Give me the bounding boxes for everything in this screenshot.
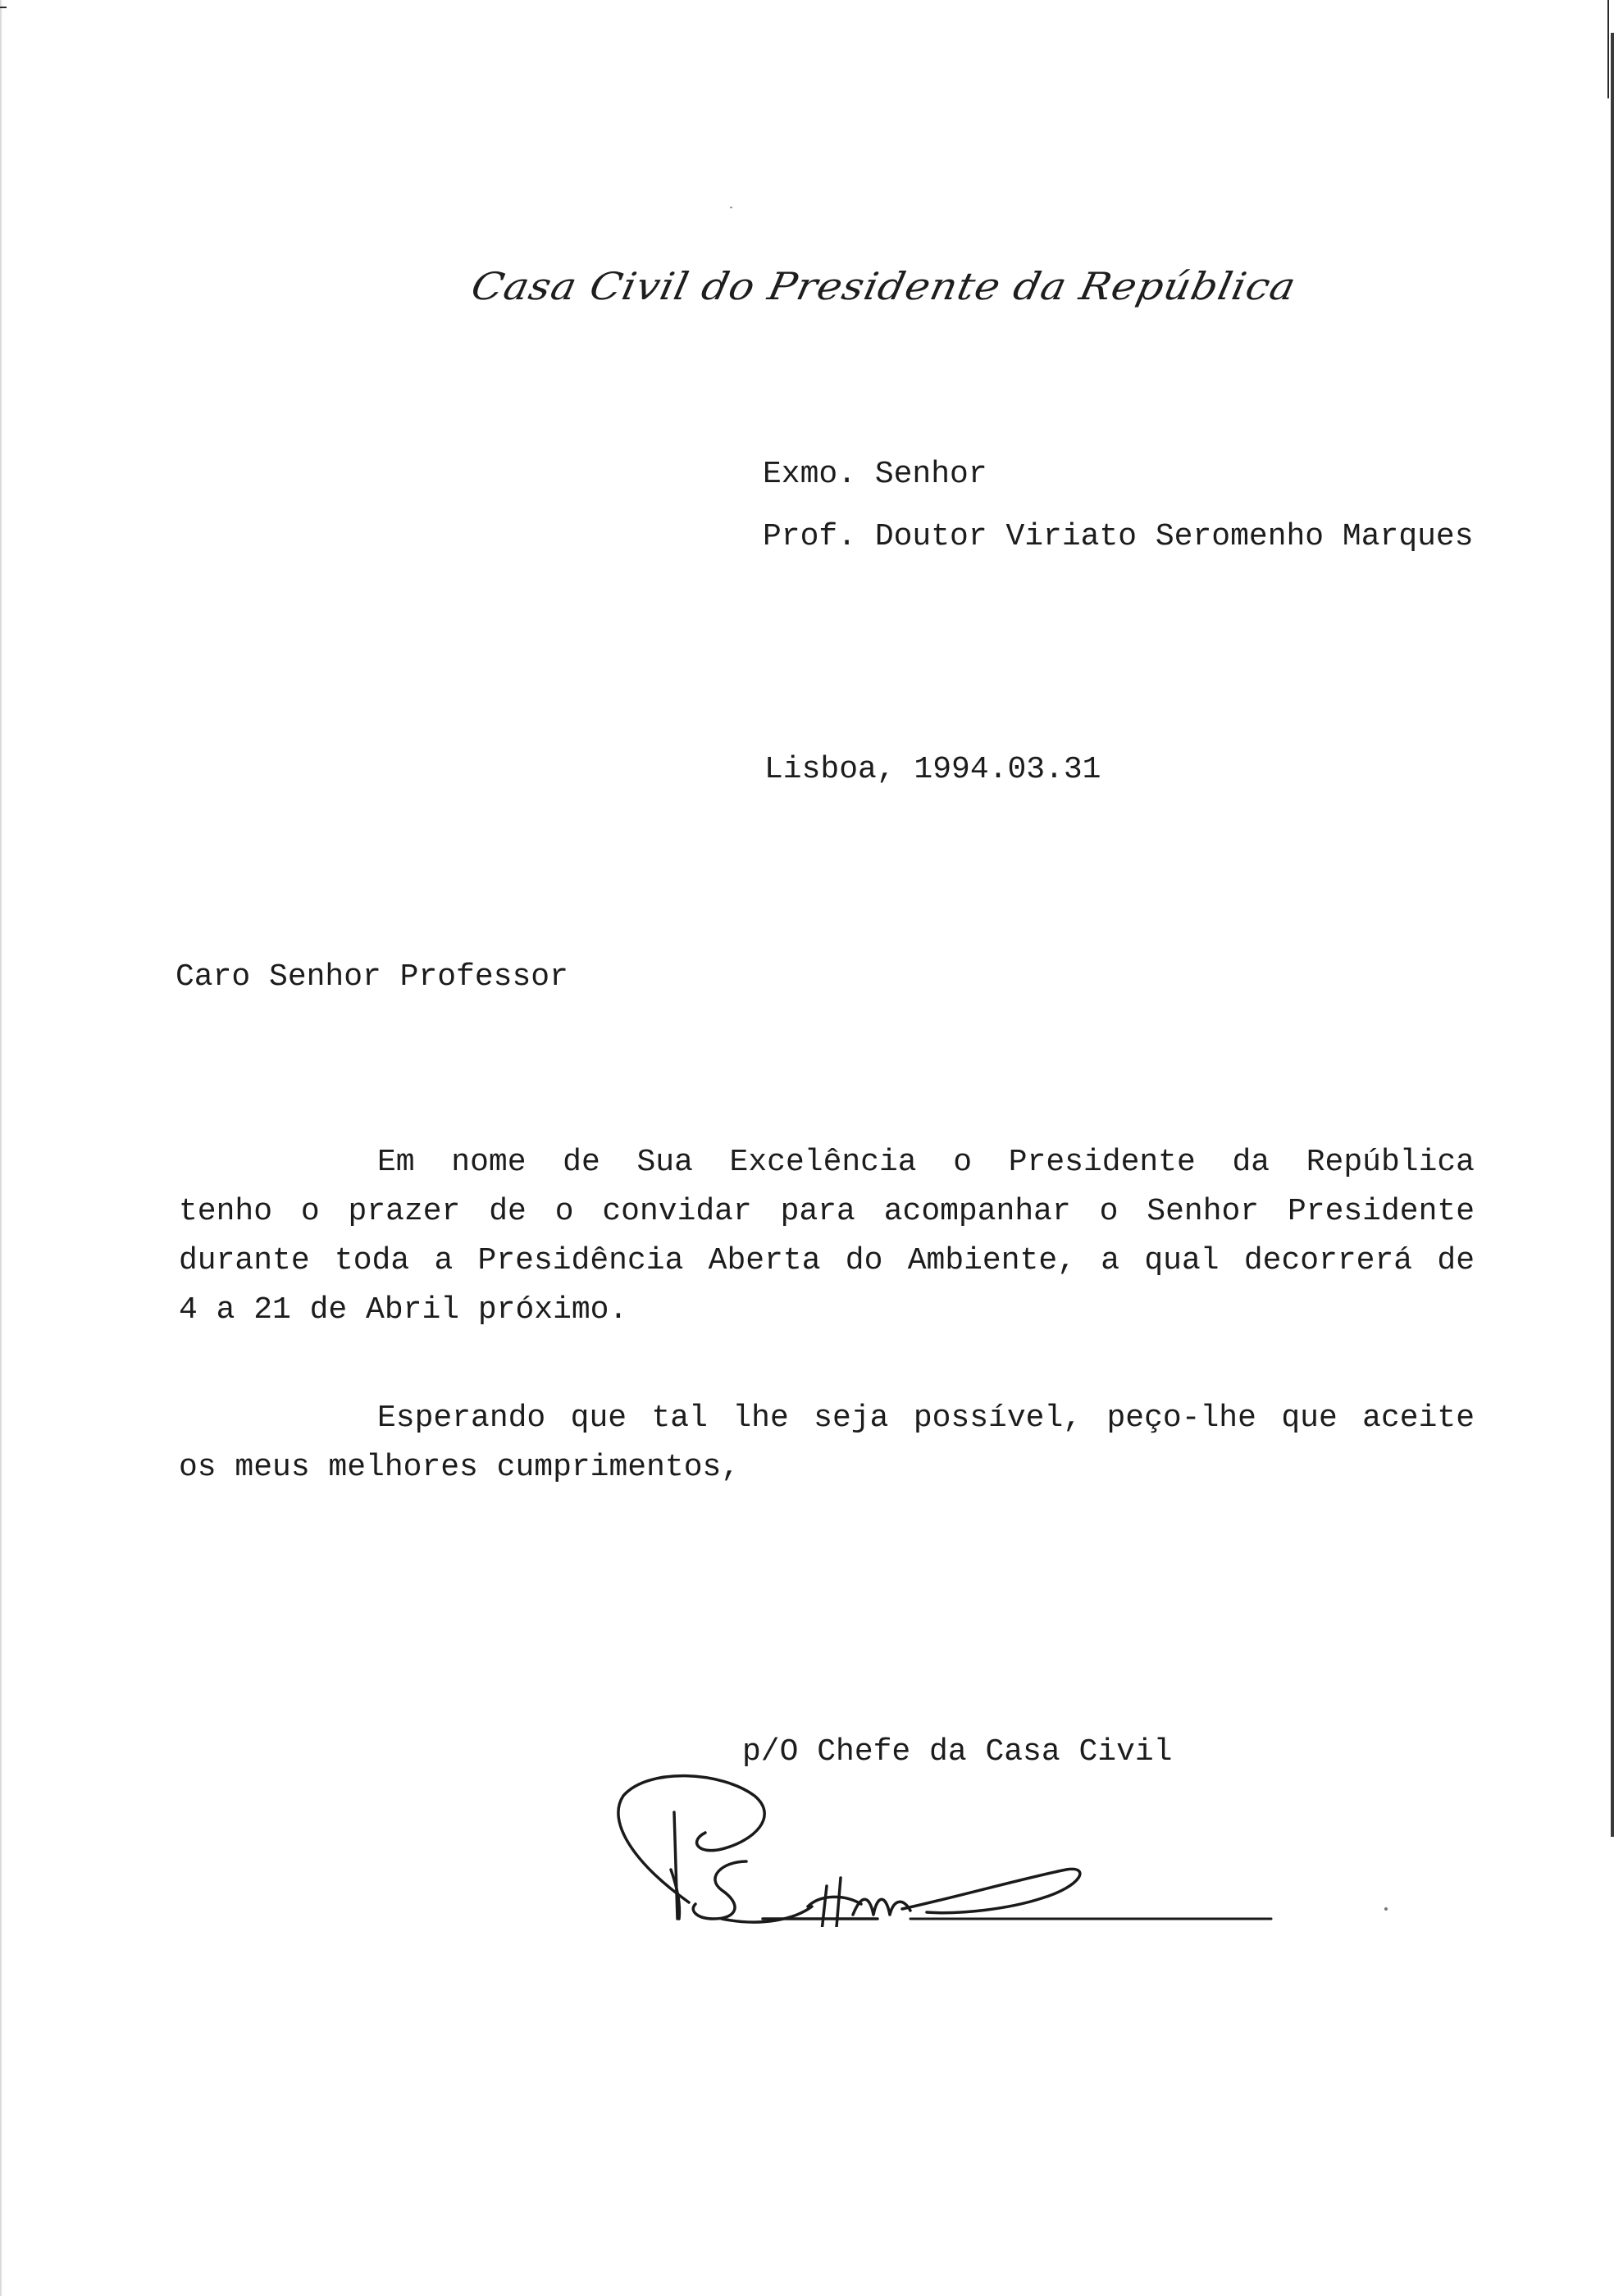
letterhead-title: Casa Civil do Presidente da República [467,264,1301,308]
scan-edge-left [0,0,2,2296]
scan-edge-right-top [1607,0,1609,98]
recipient-name-line: Prof. Doutor Viriato Seromenho Marques [763,519,1474,554]
scan-mark [0,7,7,8]
date-line: Lisboa, 1994.03.31 [764,752,1101,787]
body-paragraph-2 [179,1394,1475,1492]
signoff-prefix: p/ [742,1734,780,1770]
recipient-salutation-line: Exmo. Senhor [763,457,987,492]
scan-speck [730,207,732,208]
handwritten-signature [599,1763,1288,1927]
body-line: durante toda a Presidência Aberta do Ambiente, a qual decorrerá de [179,1243,1475,1278]
body-paragraph-1 [179,1138,1475,1335]
scan-edge-right [1611,33,1614,1837]
signoff-title: O Chefe da Casa Civil [779,1734,1173,1770]
body-line: Esperando que tal lhe seja possível, peço-lhe que aceite [377,1401,1475,1436]
body-line: os meus melhores cumprimentos, [179,1450,741,1485]
body-line: Em nome de Sua Excelência o Presidente da República [377,1145,1475,1180]
body-line: 4 a 21 de Abril próximo. [179,1292,628,1328]
salutation: Caro Senhor Professor [176,959,568,995]
scan-speck [1384,1907,1388,1911]
body-line: tenho o prazer de o convidar para acompanhar o Senhor Presidente [179,1194,1475,1229]
